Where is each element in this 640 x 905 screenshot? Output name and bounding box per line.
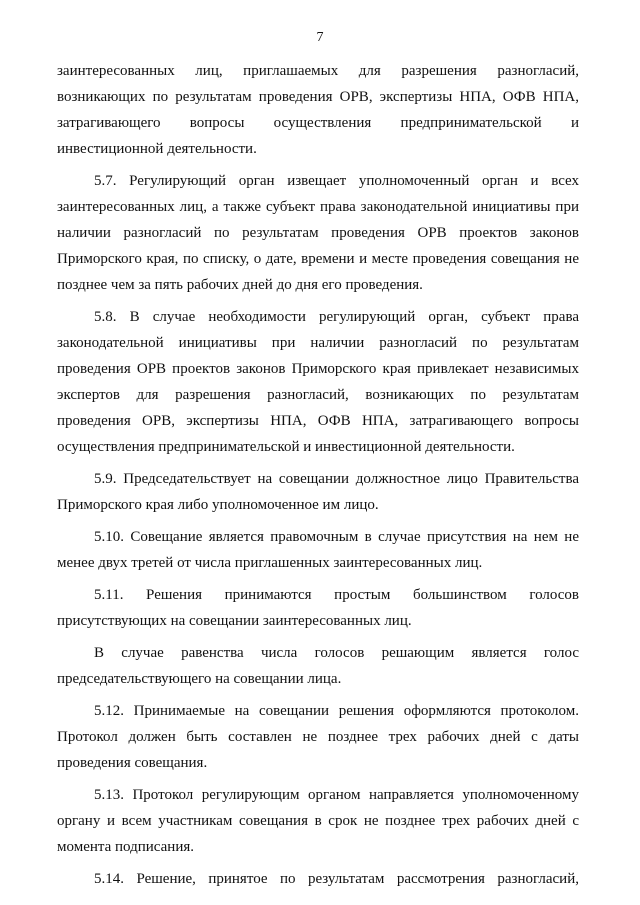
paragraph-5-9: 5.9. Председательствует на совещании должностное лицо Правительства Приморского края либо уполномоченное им лицо.: [57, 471, 579, 513]
paragraph-5-8: 5.8. В случае необходимости регулирующий орган, субъект права законодательной инициативы при наличии разногласий по результатам проведения ОРВ проектов законов Приморского края привлекает независимых экспертов для разрешения разногласий, возникающих по результатам проведения ОРВ, экспертизы НПА, ОФВ НПА, затрагивающего вопросы осуществления предпринимательской и инвестиционной деятельности.: [57, 309, 579, 455]
paragraph-5-12: 5.12. Принимаемые на совещании решения оформляются протоколом. Протокол должен быть составлен не позднее трех рабочих дней с даты проведения совещания.: [57, 703, 579, 771]
paragraph-5-7: 5.7. Регулирующий орган извещает уполномоченный орган и всех заинтересованных лиц, а также субъект права законодательной инициативы при наличии разногласий по результатам проведения ОРВ проектов законов Приморского края, по списку, о дате, времени и месте проведения совещания не позднее чем за пять рабочих дней до дня его проведения.: [57, 173, 579, 293]
paragraph-continuation: заинтересованных лиц, приглашаемых для разрешения разногласий, возникающих по результатам проведения ОРВ, экспертизы НПА, ОФВ НПА, затрагивающего вопросы осуществления предпринимательской и инвестиционной деятельности.: [57, 63, 579, 157]
paragraph-5-10: 5.10. Совещание является правомочным в случае присутствия на нем не менее двух третей от числа приглашенных заинтересованных лиц.: [57, 529, 579, 571]
paragraph-tie-vote: В случае равенства числа голосов решающим является голос председательствующего на совещании лица.: [57, 645, 579, 687]
paragraph-5-14: 5.14. Решение, принятое по результатам рассмотрения разногласий,: [94, 871, 579, 887]
paragraph-5-11: 5.11. Решения принимаются простым большинством голосов присутствующих на совещании заинтересованных лиц.: [57, 587, 579, 629]
page-number: 7: [316, 30, 324, 45]
document-body: [57, 58, 579, 892]
paragraph-5-13: 5.13. Протокол регулирующим органом направляется уполномоченному органу и всем участникам совещания в срок не позднее трех рабочих дней с момента подписания.: [57, 787, 579, 855]
